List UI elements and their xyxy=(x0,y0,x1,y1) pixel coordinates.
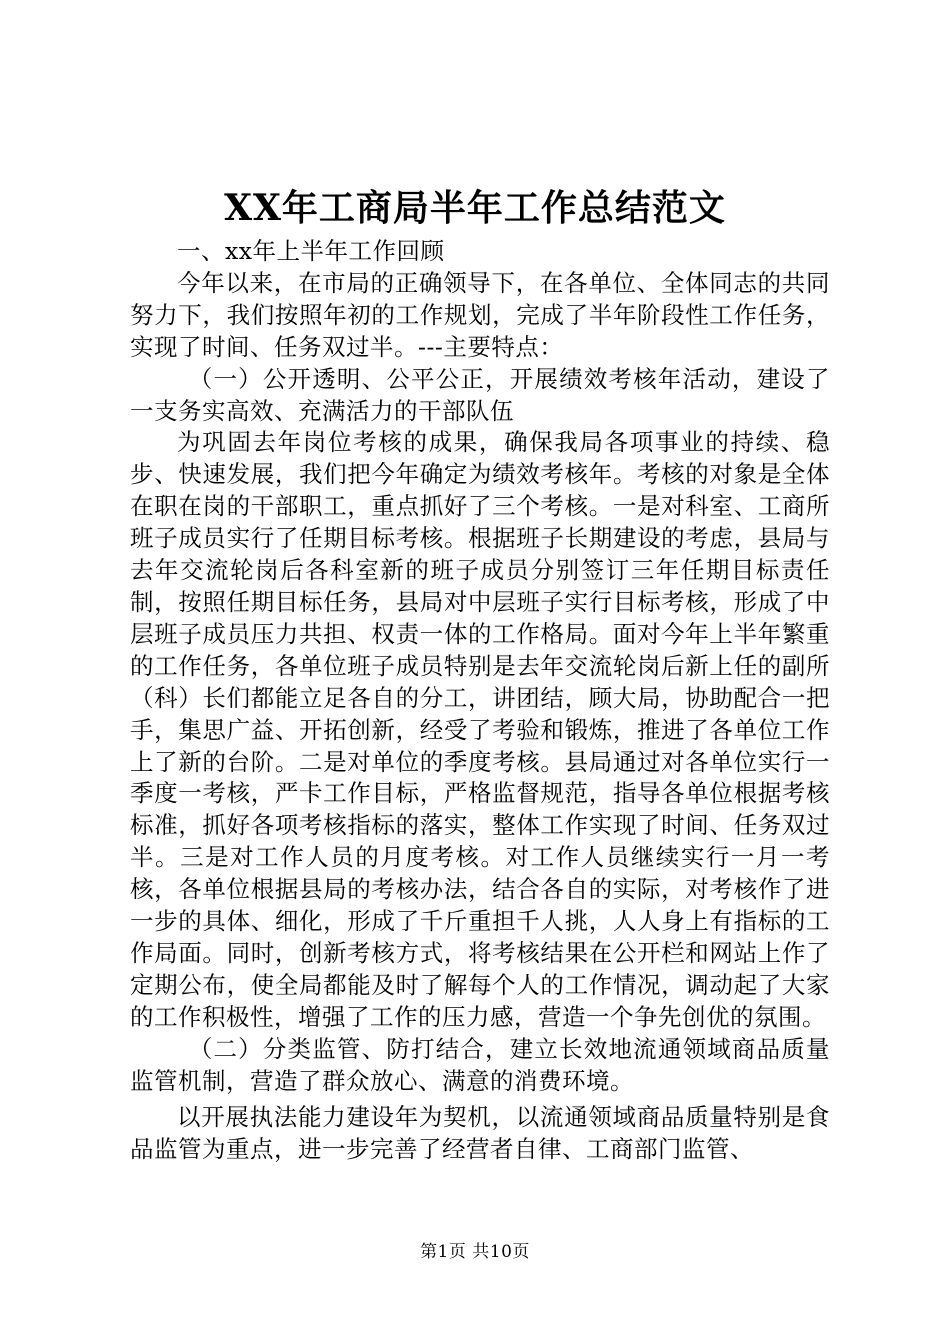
subheading-two: （二）分类监管、防打结合，建立长效地流通领域商品质量监管机制，营造了群众放心、满意的消费环境。 xyxy=(130,1034,830,1095)
intro-paragraph: 今年以来，在市局的正确领导下，在各单位、全体同志的共同努力下，我们按照年初的工作规划，完成了半年阶段性工作任务，实现了时间、任务双过半。---主要特点： xyxy=(130,268,830,361)
section-heading: 一、xx年上半年工作回顾 xyxy=(177,237,445,265)
document-body xyxy=(130,236,830,1166)
subheading-one: （一）公开透明、公平公正，开展绩效考核年活动，建设了一支务实高效、充满活力的干部队伍 xyxy=(130,364,830,425)
paragraph-one: 为巩固去年岗位考核的成果，确保我局各项事业的持续、稳步、快速发展，我们把今年确定为绩效考核年。考核的对象是全体在职在岗的干部职工，重点抓好了三个考核。一是对科室、工商所班子成员实行了任期目标考核。根据班子长期建设的考虑，县局与去年交流轮岗后各科室新的班子成员分别签订三年任期目标责任制，按照任期目标任务，县局对中层班子实行目标考核，形成了中层班子成员压力共担、权责一体的工作格局。面对今年上半年繁重的工作任务，各单位班子成员特别是去年交流轮岗后新上任的副所（科）长们都能立足各自的分工，讲团结，顾大局，协助配合一把手，集思广益、开拓创新，经受了考验和锻炼，推进了各单位工作上了新的台阶。二是对单位的季度考核。县局通过对各单位实行一季度一考核，严卡工作目标，严格监督规范，指导各单位根据考核标准，抓好各项考核指标的落实，整体工作实现了时间、任务双过半。三是对工作人员的月度考核。对工作人员继续实行一月一考核，各单位根据县局的考核办法，结合各自的实际，对考核作了进一步的具体、细化，形成了千斤重担千人挑，人人身上有指标的工作局面。同时，创新考核方式，将考核结果在公开栏和网站上作了定期公布，使全局都能及时了解每个人的工作情况，调动起了大家的工作积极性，增强了工作的压力感，营造一个争先创优的氛围。 xyxy=(130,428,830,1031)
page-footer: 第1页 共10页 xyxy=(420,1242,530,1262)
document-title: XX年工商局半年工作总结范文 xyxy=(224,187,726,229)
paragraph-two: 以开展执法能力建设年为契机，以流通领域商品质量特别是食品监管为重点，进一步完善了经营者自律、工商部门监管、 xyxy=(130,1103,830,1164)
